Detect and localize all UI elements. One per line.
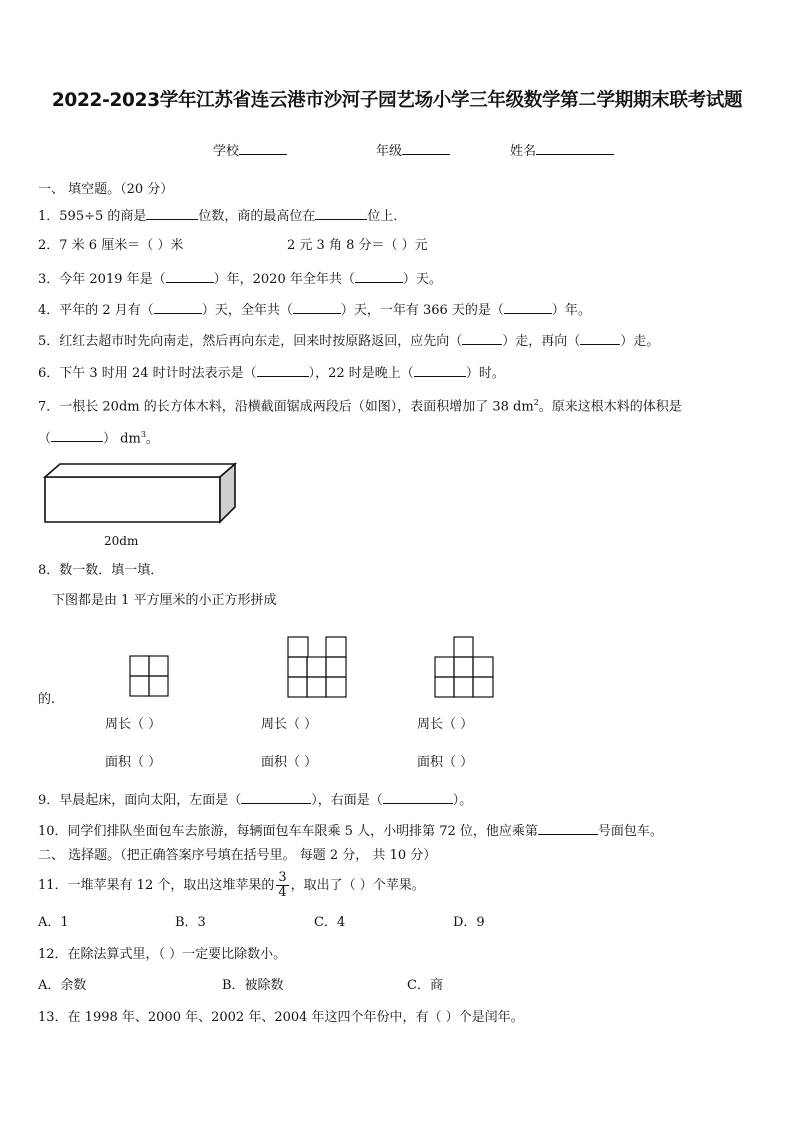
name-field bbox=[510, 140, 614, 159]
question-1 bbox=[38, 206, 406, 226]
question-2-part-b: 2 元 3 角 8 分＝（ ）元 bbox=[287, 238, 428, 253]
question-12: 12．在除法算式里，（ ）一定要比除数小。 bbox=[38, 947, 287, 962]
q6-blank-1[interactable] bbox=[257, 363, 309, 377]
q4-text-d: ）年。 bbox=[551, 303, 591, 318]
q12-option-a[interactable]: A．余数 bbox=[38, 978, 87, 993]
q5-text-b: ）走，再向（ bbox=[502, 334, 581, 349]
q10-text-b: 号面包车。 bbox=[597, 824, 663, 839]
shape-3-area: 面积（ ） bbox=[417, 755, 474, 770]
q5-text-a: 5．红红去超市时先向南走，然后再向东走，回来时按原路返回，应先向（ bbox=[38, 334, 463, 349]
q1-text-a: 1．595÷5 的商是 bbox=[38, 209, 147, 224]
shape-2-perimeter: 周长（ ） bbox=[261, 717, 318, 732]
q1-blank-1[interactable] bbox=[146, 206, 198, 220]
q7-superscript: 2 bbox=[533, 398, 539, 407]
question-3 bbox=[38, 269, 442, 289]
q9-text-b: ），右面是（ bbox=[311, 793, 383, 808]
q7-text-a: 7．一根长 20dm 的长方体木料，沿横截面锯成两段后（如图），表面积增加了 38 dm bbox=[38, 399, 534, 415]
q11-option-d[interactable]: D．9 bbox=[453, 915, 485, 930]
q11-option-a[interactable]: A．1 bbox=[38, 915, 69, 930]
q12-option-b[interactable]: B．被除数 bbox=[222, 978, 284, 993]
q7-superscript-2: 3 bbox=[140, 430, 146, 439]
school-label: 学校 bbox=[213, 144, 240, 159]
q3-text-b: ）年，2020 年全年共（ bbox=[213, 272, 355, 287]
question-5 bbox=[38, 331, 659, 351]
shape-3-perimeter: 周长（ ） bbox=[417, 717, 474, 732]
q7-text-d: ） dm bbox=[103, 431, 141, 447]
q3-text-a: 3．今年 2019 年是（ bbox=[38, 272, 166, 287]
name-blank[interactable] bbox=[536, 141, 614, 155]
question-8: 8．数一数．填一填． bbox=[38, 563, 164, 578]
q4-blank-1[interactable] bbox=[154, 300, 202, 314]
question-4 bbox=[38, 300, 591, 320]
q4-text-c: ）天，一年有 366 天的是（ bbox=[340, 303, 504, 318]
q6-text-c: ）时。 bbox=[465, 366, 505, 381]
q4-text-b: ）天，全年共（ bbox=[201, 303, 293, 318]
q6-blank-2[interactable] bbox=[414, 363, 466, 377]
question-11 bbox=[38, 869, 425, 903]
q1-blank-2[interactable] bbox=[315, 206, 367, 220]
shape-1-grid bbox=[129, 655, 171, 699]
q11-option-b[interactable]: B．3 bbox=[175, 915, 206, 930]
cuboid-top-face bbox=[45, 464, 235, 477]
school-field bbox=[213, 140, 287, 159]
question-10 bbox=[38, 821, 663, 841]
q9-blank-1[interactable] bbox=[241, 790, 311, 804]
section-1-heading: 一、 填空题。（20 分） bbox=[38, 182, 174, 197]
cuboid-length-label: 20dm bbox=[104, 534, 139, 548]
cuboid-front-face bbox=[45, 477, 220, 522]
q7-text-c: （ bbox=[38, 431, 52, 447]
q5-blank-2[interactable] bbox=[580, 331, 620, 345]
q12-option-c[interactable]: C．商 bbox=[407, 978, 443, 993]
q1-text-b: 位数，商的最高位在 bbox=[198, 209, 316, 224]
question-7-line-1 bbox=[38, 394, 682, 416]
grade-blank[interactable] bbox=[402, 141, 450, 155]
q3-blank-1[interactable] bbox=[166, 269, 214, 283]
cuboid-figure bbox=[40, 455, 240, 527]
q4-blank-3[interactable] bbox=[504, 300, 552, 314]
grade-field bbox=[376, 140, 450, 159]
fraction-three-quarters bbox=[276, 871, 288, 900]
fraction-denominator: 4 bbox=[278, 885, 287, 900]
shape-1-area: 面积（ ） bbox=[105, 755, 162, 770]
q3-blank-2[interactable] bbox=[355, 269, 403, 283]
shape-3-grid bbox=[434, 636, 496, 702]
grade-label: 年级 bbox=[376, 144, 403, 159]
fraction-numerator: 3 bbox=[278, 870, 287, 885]
question-13: 13．在 1998 年、2000 年、2002 年、2004 年这四个年份中，有（ ）个是闰年。 bbox=[38, 1010, 524, 1025]
q9-text-a: 9．早晨起床，面向太阳，左面是（ bbox=[38, 793, 242, 808]
q5-blank-1[interactable] bbox=[462, 331, 502, 345]
q7-text-e: 。 bbox=[145, 431, 159, 447]
q5-text-c: ）走。 bbox=[620, 334, 660, 349]
shape-2-grid bbox=[287, 636, 349, 702]
q11-text-a: 11．一堆苹果有 12 个，取出这堆苹果的 bbox=[38, 878, 275, 893]
q4-text-a: 4．平年的 2 月有（ bbox=[38, 303, 154, 318]
question-6 bbox=[38, 363, 505, 383]
question-2-part-a: 2．7 米 6 厘米＝（ ）米 bbox=[38, 238, 184, 253]
q11-option-c[interactable]: C．4 bbox=[314, 915, 346, 930]
q10-text-a: 10．同学们排队坐面包车去旅游，每辆面包车车限乘 5 人，小明排第 72 位，他应乘第 bbox=[38, 824, 538, 839]
name-label: 姓名 bbox=[510, 144, 537, 159]
q6-text-a: 6．下午 3 时用 24 时计时法表示是（ bbox=[38, 366, 257, 381]
q11-text-b: ，取出了（ ）个苹果。 bbox=[290, 878, 425, 893]
q1-text-c: 位上． bbox=[367, 209, 407, 224]
q9-text-c: ）。 bbox=[452, 793, 473, 808]
shape-2-area: 面积（ ） bbox=[261, 755, 318, 770]
q6-text-b: ），22 时是晚上（ bbox=[308, 366, 414, 381]
page-title: 2022-2023学年江苏省连云港市沙河子园艺场小学三年级数学第二学期期末联考试题 bbox=[51, 90, 743, 111]
q10-blank[interactable] bbox=[538, 821, 598, 835]
question-8-tail: 的. bbox=[38, 692, 56, 707]
question-7-line-2 bbox=[38, 426, 159, 448]
q9-blank-2[interactable] bbox=[383, 790, 453, 804]
section-2-heading: 二、 选择题。（把正确答案序号填在括号里。 每题 2 分， 共 10 分） bbox=[38, 848, 437, 863]
q7-text-b: 。原来这根木料的体积是 bbox=[538, 399, 682, 415]
q7-blank[interactable] bbox=[51, 428, 103, 442]
school-blank[interactable] bbox=[239, 141, 287, 155]
question-8-instruction: 下图都是由 1 平方厘米的小正方形拼成 bbox=[52, 593, 277, 608]
shape-1-perimeter: 周长（ ） bbox=[105, 717, 162, 732]
q3-text-c: ）天。 bbox=[402, 272, 442, 287]
q4-blank-2[interactable] bbox=[293, 300, 341, 314]
question-9 bbox=[38, 790, 472, 810]
